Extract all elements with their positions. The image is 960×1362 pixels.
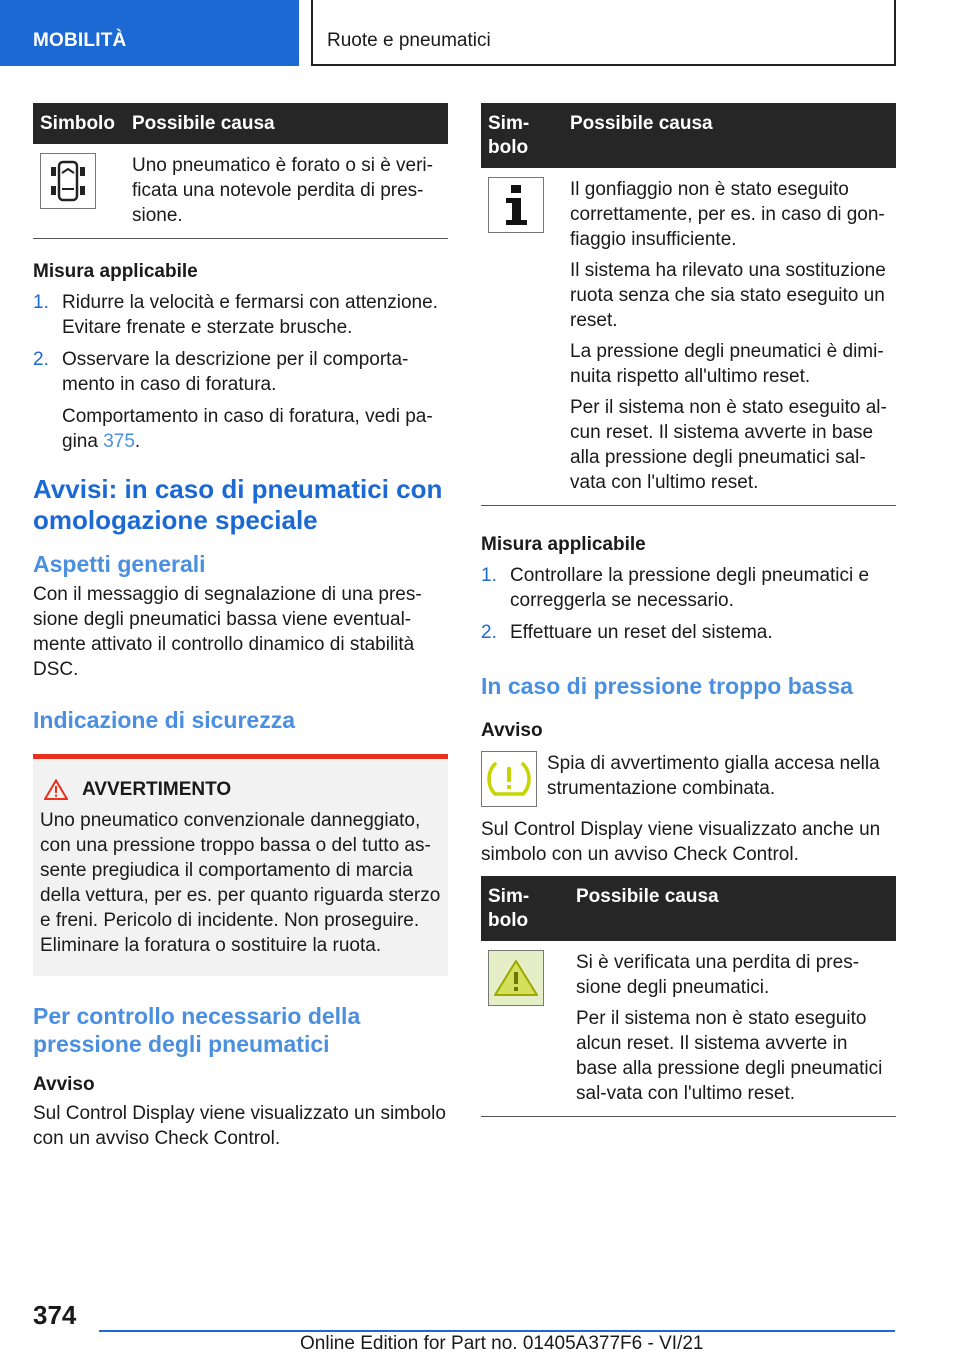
list-item: 2. Osservare la descrizione per il comporta-mento in caso di foratura. Comportamento in caso di foratura, vedi pa-gina 375. xyxy=(33,349,433,452)
warning-triangle-icon xyxy=(488,950,544,1006)
col-header-cause: Possibile causa xyxy=(569,876,896,941)
heading-general: Aspetti generali xyxy=(33,551,206,577)
page-header xyxy=(0,0,960,66)
chapter-tab xyxy=(311,0,896,66)
warning-title: AVVERTIMENTO xyxy=(82,779,232,800)
left-column xyxy=(33,103,448,1151)
section-title: MOBILITÀ xyxy=(33,30,127,51)
col-header-cause: Possibile causa xyxy=(125,103,448,144)
measure-title: Misura applicabile xyxy=(33,261,198,282)
heading-pressure-check: Per controllo necessario della pressione degli pneumatici xyxy=(33,1003,361,1057)
heading-special-tires: Avvisi: in caso di pneumatici con omologazione speciale xyxy=(33,474,443,535)
measure-title: Misura applicabile xyxy=(481,534,646,555)
measure-steps xyxy=(481,563,896,645)
col-header-symbol: Simbolo xyxy=(33,103,125,144)
tire-pressure-warning-lamp-icon xyxy=(481,751,537,807)
list-item: 1. Controllare la pressione degli pneumatici e correggerla se necessario. xyxy=(481,565,870,611)
edition-text: Online Edition for Part no. 01405A377F6 - VI/21 xyxy=(300,1333,704,1354)
right-column xyxy=(481,103,896,1117)
cause-cell: Uno pneumatico è forato o si è veri-ficata una notevole perdita di pres-sione. xyxy=(125,144,448,239)
warning-box xyxy=(33,754,448,976)
section-tab xyxy=(0,0,299,66)
symbol-table-puncture xyxy=(33,103,448,239)
page-number: 374 xyxy=(33,1300,77,1330)
notice-text: Sul Control Display viene visualizzato un simbolo con un avviso Check Control. xyxy=(33,1103,446,1149)
cause-cell: Si è verificata una perdita di pres-sione degli pneumatici. Per il sistema non è stato eseguito alcun reset. Il sistema avverte in base alla pressione degli pneumatici sal-vata con l'ultimo reset. xyxy=(569,941,896,1117)
col-header-cause: Possibile causa xyxy=(563,103,896,168)
general-paragraph: Con il messaggio di segnalazione di una pres-sione degli pneumatici bassa viene eventual-mente attivato il controllo dinamico di stabilità DSC. xyxy=(33,584,422,680)
info-icon xyxy=(488,177,544,233)
table-row xyxy=(481,941,896,1117)
notice-label: Avviso xyxy=(481,720,543,741)
measure-steps xyxy=(33,290,448,454)
heading-safety: Indicazione di sicurezza xyxy=(33,707,296,733)
symbol-table-warning xyxy=(481,876,896,1117)
table-row xyxy=(33,144,448,239)
tire-puncture-icon xyxy=(40,153,96,209)
list-item: 1. Ridurre la velocità e fermarsi con attenzione. Evitare frenate e sterzate brusche. xyxy=(33,292,438,338)
col-header-symbol: Sim-bolo xyxy=(481,876,569,941)
heading-low-pressure: In caso di pressione troppo bassa xyxy=(481,673,853,699)
symbol-table-info xyxy=(481,103,896,506)
page-link[interactable]: 375 xyxy=(103,431,135,452)
footer-divider xyxy=(99,1330,895,1332)
warning-text: Uno pneumatico convenzionale danneggiato, con una pressione troppo bassa o del tutto as-sente pregiudica il comportamento di marcia della vettura, per es. per quanto riguarda sterzo e freni. Pericolo di incidente. Non proseguire. Eliminare la foratura o sostituire la ruota. xyxy=(40,810,441,956)
chapter-title: Ruote e pneumatici xyxy=(327,30,491,51)
cause-cell: Il gonfiaggio non è stato eseguito correttamente, per es. in caso di gon-fiaggio insufficiente. Il sistema ha rilevato una sostituzione ruota senza che sia stato eseguito un reset. La pressione degli pneumatici è dimi-nuita rispetto all'ultimo reset. Per il sistema non è stato eseguito al-cun reset. Il sistema avverte in base alla pressione degli pneumatici sal-vata con l'ultimo reset. xyxy=(563,168,896,506)
warning-triangle-icon xyxy=(44,779,68,800)
lamp-text: Spia di avvertimento gialla accesa nella strumentazione combinata. xyxy=(547,753,880,799)
notice-label: Avviso xyxy=(33,1074,95,1095)
table-row xyxy=(481,168,896,506)
list-item: 2. Effettuare un reset del sistema. xyxy=(481,622,773,643)
display-paragraph: Sul Control Display viene visualizzato anche un simbolo con un avviso Check Control. xyxy=(481,819,881,865)
col-header-symbol: Sim-bolo xyxy=(481,103,563,168)
